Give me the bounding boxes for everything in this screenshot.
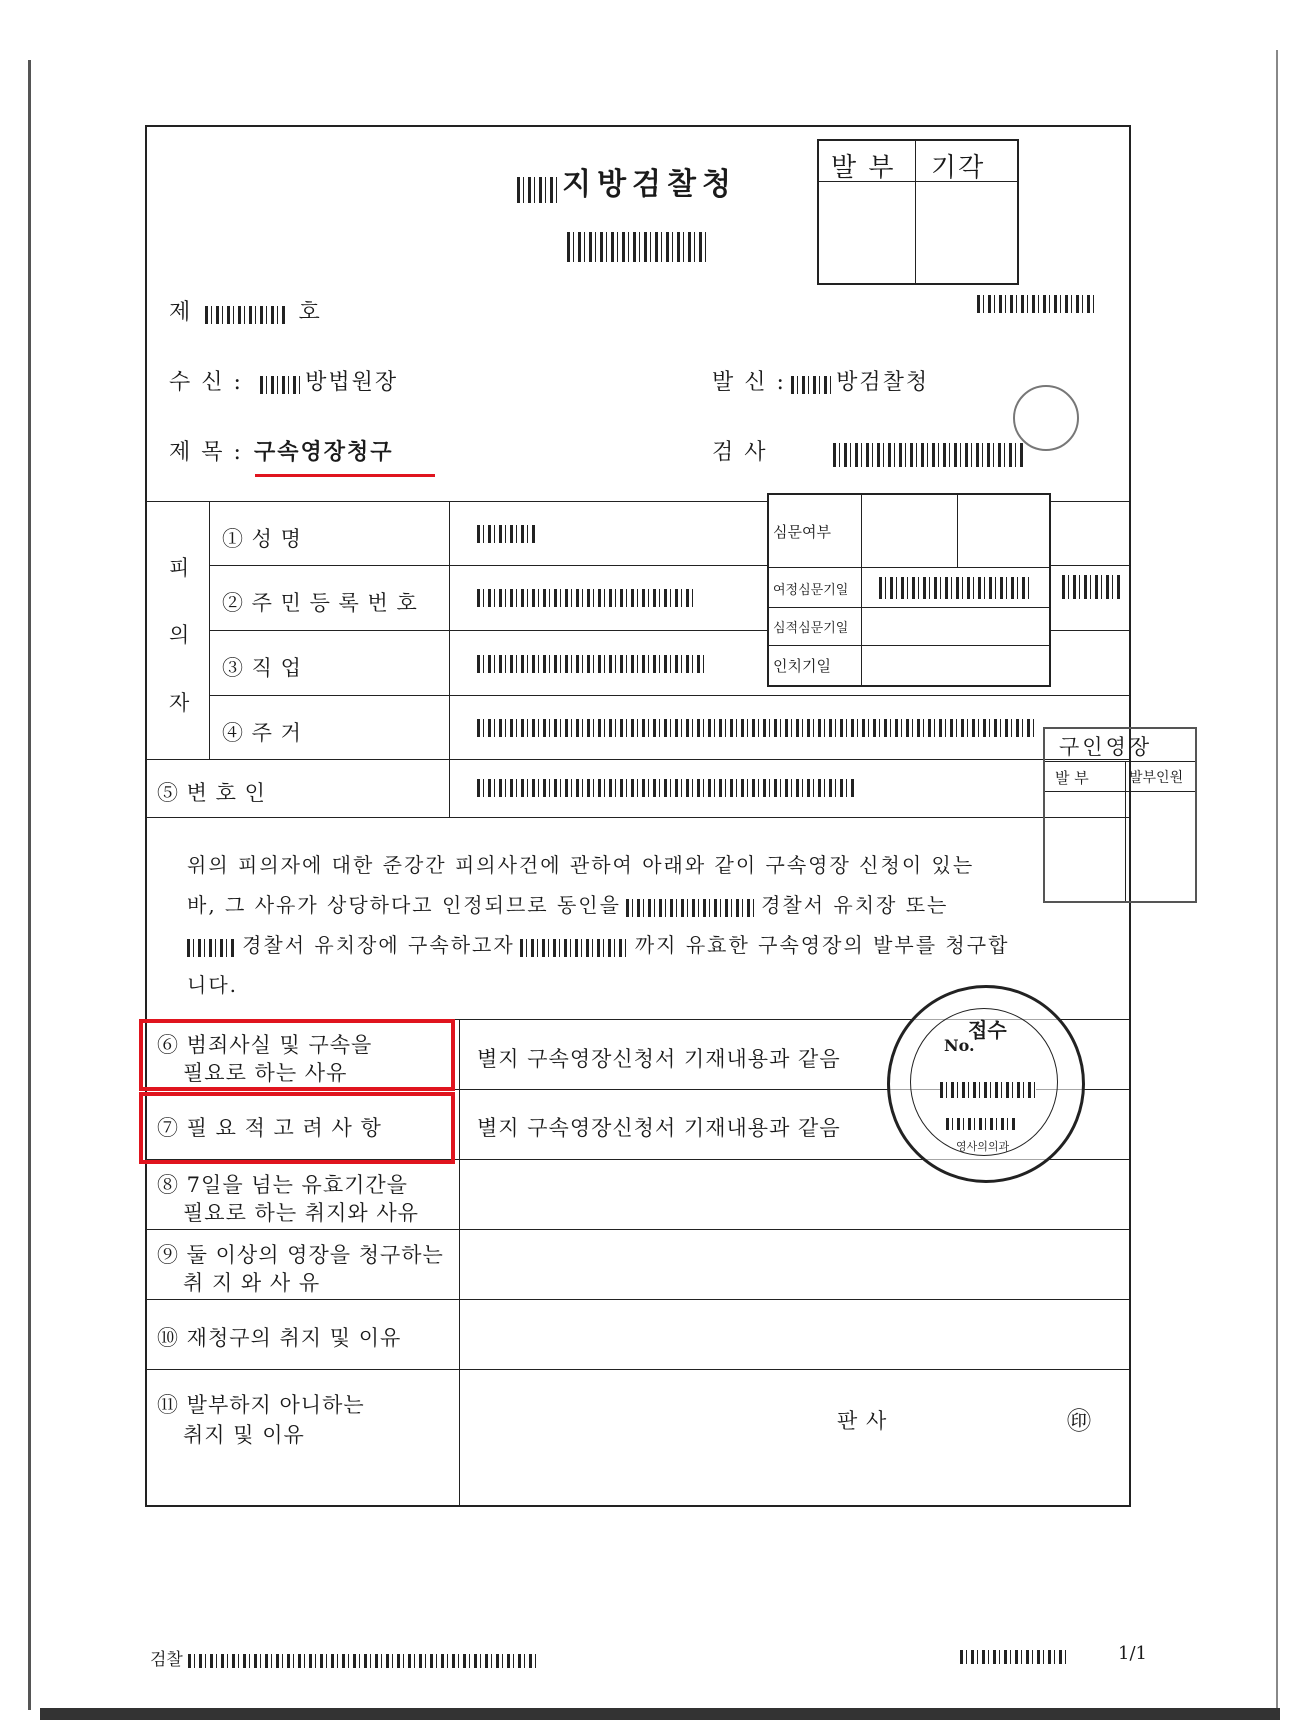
receipt-stamp-no: No.	[944, 1036, 975, 1055]
judge-label: 판 사	[837, 1409, 888, 1433]
exam-row-label: 여정심문기일	[773, 583, 849, 598]
footer-left	[150, 1645, 538, 1670]
redacted-text	[477, 719, 1037, 737]
suspect-side-label: 피	[169, 556, 191, 580]
scan-edge-bottom	[40, 1708, 1280, 1720]
redacted-text	[477, 589, 697, 607]
scan-edge-left	[28, 60, 31, 1710]
subject-value: 구속영장청구	[254, 439, 394, 465]
arrest-stamp-col1: 발 부	[1055, 769, 1089, 787]
body-text: 까지 유효한 구속영장의 발부를 청구합	[634, 933, 1010, 957]
redacted-text	[567, 232, 707, 262]
page-number: 1/1	[1118, 1643, 1147, 1664]
lawyer-label: ⑤ 변 호 인	[157, 781, 266, 805]
section-value: 별지 구속영장신청서 기재내용과 같음	[477, 1116, 841, 1140]
redacted-text	[260, 376, 300, 394]
exam-row-label: 인치기일	[773, 657, 831, 675]
highlight-box-section6	[139, 1019, 455, 1091]
seal-icon: ㊞	[1067, 1407, 1092, 1435]
recipient-label: 수 신 :	[169, 370, 243, 395]
redacted-text	[626, 899, 756, 917]
agency-title	[517, 159, 737, 203]
redacted-text	[520, 939, 630, 957]
approval-col-reject: 기각	[931, 153, 986, 183]
approval-box	[817, 139, 1019, 285]
redacted-text	[977, 295, 1097, 313]
section-label: ⑩ 재청구의 취지 및 이유	[157, 1326, 402, 1350]
exam-row-label: 심적심문기일	[773, 621, 849, 636]
redacted-text	[477, 525, 537, 543]
section-label: ⑧ 7일을 넘는 유효기간을	[157, 1173, 408, 1197]
body-line: 위의 피의자에 대한 준강간 피의사건에 관하여 아래와 같이 구속영장 신청이 있는	[187, 853, 975, 877]
body-text: 바, 그 사유가 상당하다고 인정되므로 동인을	[187, 893, 621, 917]
section-value: 별지 구속영장신청서 기재내용과 같음	[477, 1047, 841, 1071]
suspect-side-label: 자	[169, 691, 191, 715]
section-label: ⑪ 발부하지 아니하는	[157, 1393, 365, 1417]
arrest-stamp-title: 구인영장	[1059, 735, 1153, 759]
doc-date	[977, 295, 1097, 317]
body-text: 경찰서 유치장에 구속하고자	[242, 933, 515, 957]
arrest-stamp-col2: 발부인원	[1129, 770, 1184, 786]
approval-col-issue: 발 부	[831, 153, 896, 183]
exam-dates-box	[767, 493, 1051, 687]
redacted-text	[1062, 575, 1122, 599]
footer-prefix: 검찰	[150, 1650, 183, 1670]
doc-number	[169, 295, 322, 326]
section-label: 취 지 와 사 유	[183, 1271, 321, 1295]
redacted-text	[791, 376, 831, 394]
redacted-text	[205, 306, 285, 324]
suspect-side-label: 의	[169, 623, 191, 647]
redacted-barcode	[567, 232, 707, 266]
section-label: ⑥ 범죄사실 및 구속을	[157, 1033, 373, 1057]
redacted-text	[940, 1082, 1036, 1098]
warrant-form	[145, 125, 1184, 1507]
redacted-text	[946, 1118, 1018, 1130]
subject-line	[169, 435, 394, 466]
arrest-warrant-stamp	[1043, 727, 1197, 903]
highlight-box-section7	[139, 1092, 455, 1164]
name-label: ① 성 명	[222, 527, 302, 551]
scan-edge-right	[1276, 50, 1278, 1710]
subject-label: 제 목 :	[169, 440, 243, 465]
resident-number-label: ② 주 민 등 록 번 호	[222, 591, 418, 615]
body-line	[187, 929, 1009, 958]
occupation-label: ③ 직 업	[222, 656, 302, 680]
redacted-text	[477, 779, 857, 797]
section-label: ⑦ 필 요 적 고 려 사 항	[157, 1116, 382, 1140]
address-label: ④ 주 거	[222, 721, 302, 745]
redacted-text	[517, 177, 557, 203]
section-label: ⑨ 둘 이상의 영장을 청구하는	[157, 1243, 444, 1267]
receipt-stamp-bottom: 영사의의과	[956, 1140, 1010, 1153]
receipt-stamp-title: 접수	[968, 1018, 1007, 1042]
exam-row-label: 심문여부	[773, 523, 831, 541]
doc-no-suffix: 호	[298, 300, 322, 325]
section-label: 필요로 하는 취지와 사유	[183, 1201, 419, 1225]
receipt-stamp-icon	[887, 985, 1085, 1183]
redacted-text	[477, 655, 707, 673]
recipient-line	[169, 365, 398, 396]
recipient-value: 방법원장	[305, 370, 399, 395]
redacted-text	[188, 1654, 538, 1668]
body-line: 니다.	[187, 973, 238, 997]
prosecutor-line	[712, 435, 1023, 467]
redacted-text	[879, 577, 1029, 599]
doc-no-prefix: 제	[169, 300, 193, 325]
body-text: 경찰서 유치장 또는	[761, 893, 949, 917]
sender-line	[712, 365, 929, 396]
redacted-text	[960, 1650, 1070, 1664]
agency-name: 지방검찰청	[562, 167, 737, 202]
section-label: 필요로 하는 사유	[183, 1061, 348, 1085]
redacted-text	[187, 939, 237, 957]
subject-underline	[255, 474, 435, 477]
body-line	[187, 889, 948, 918]
redacted-text	[833, 443, 1023, 467]
sender-value: 방검찰청	[836, 370, 930, 395]
prosecutor-seal-icon	[1013, 385, 1079, 451]
section-label: 취지 및 이유	[183, 1423, 305, 1447]
prosecutor-label: 검 사	[712, 440, 768, 465]
sender-label: 발 신 :	[712, 370, 786, 395]
